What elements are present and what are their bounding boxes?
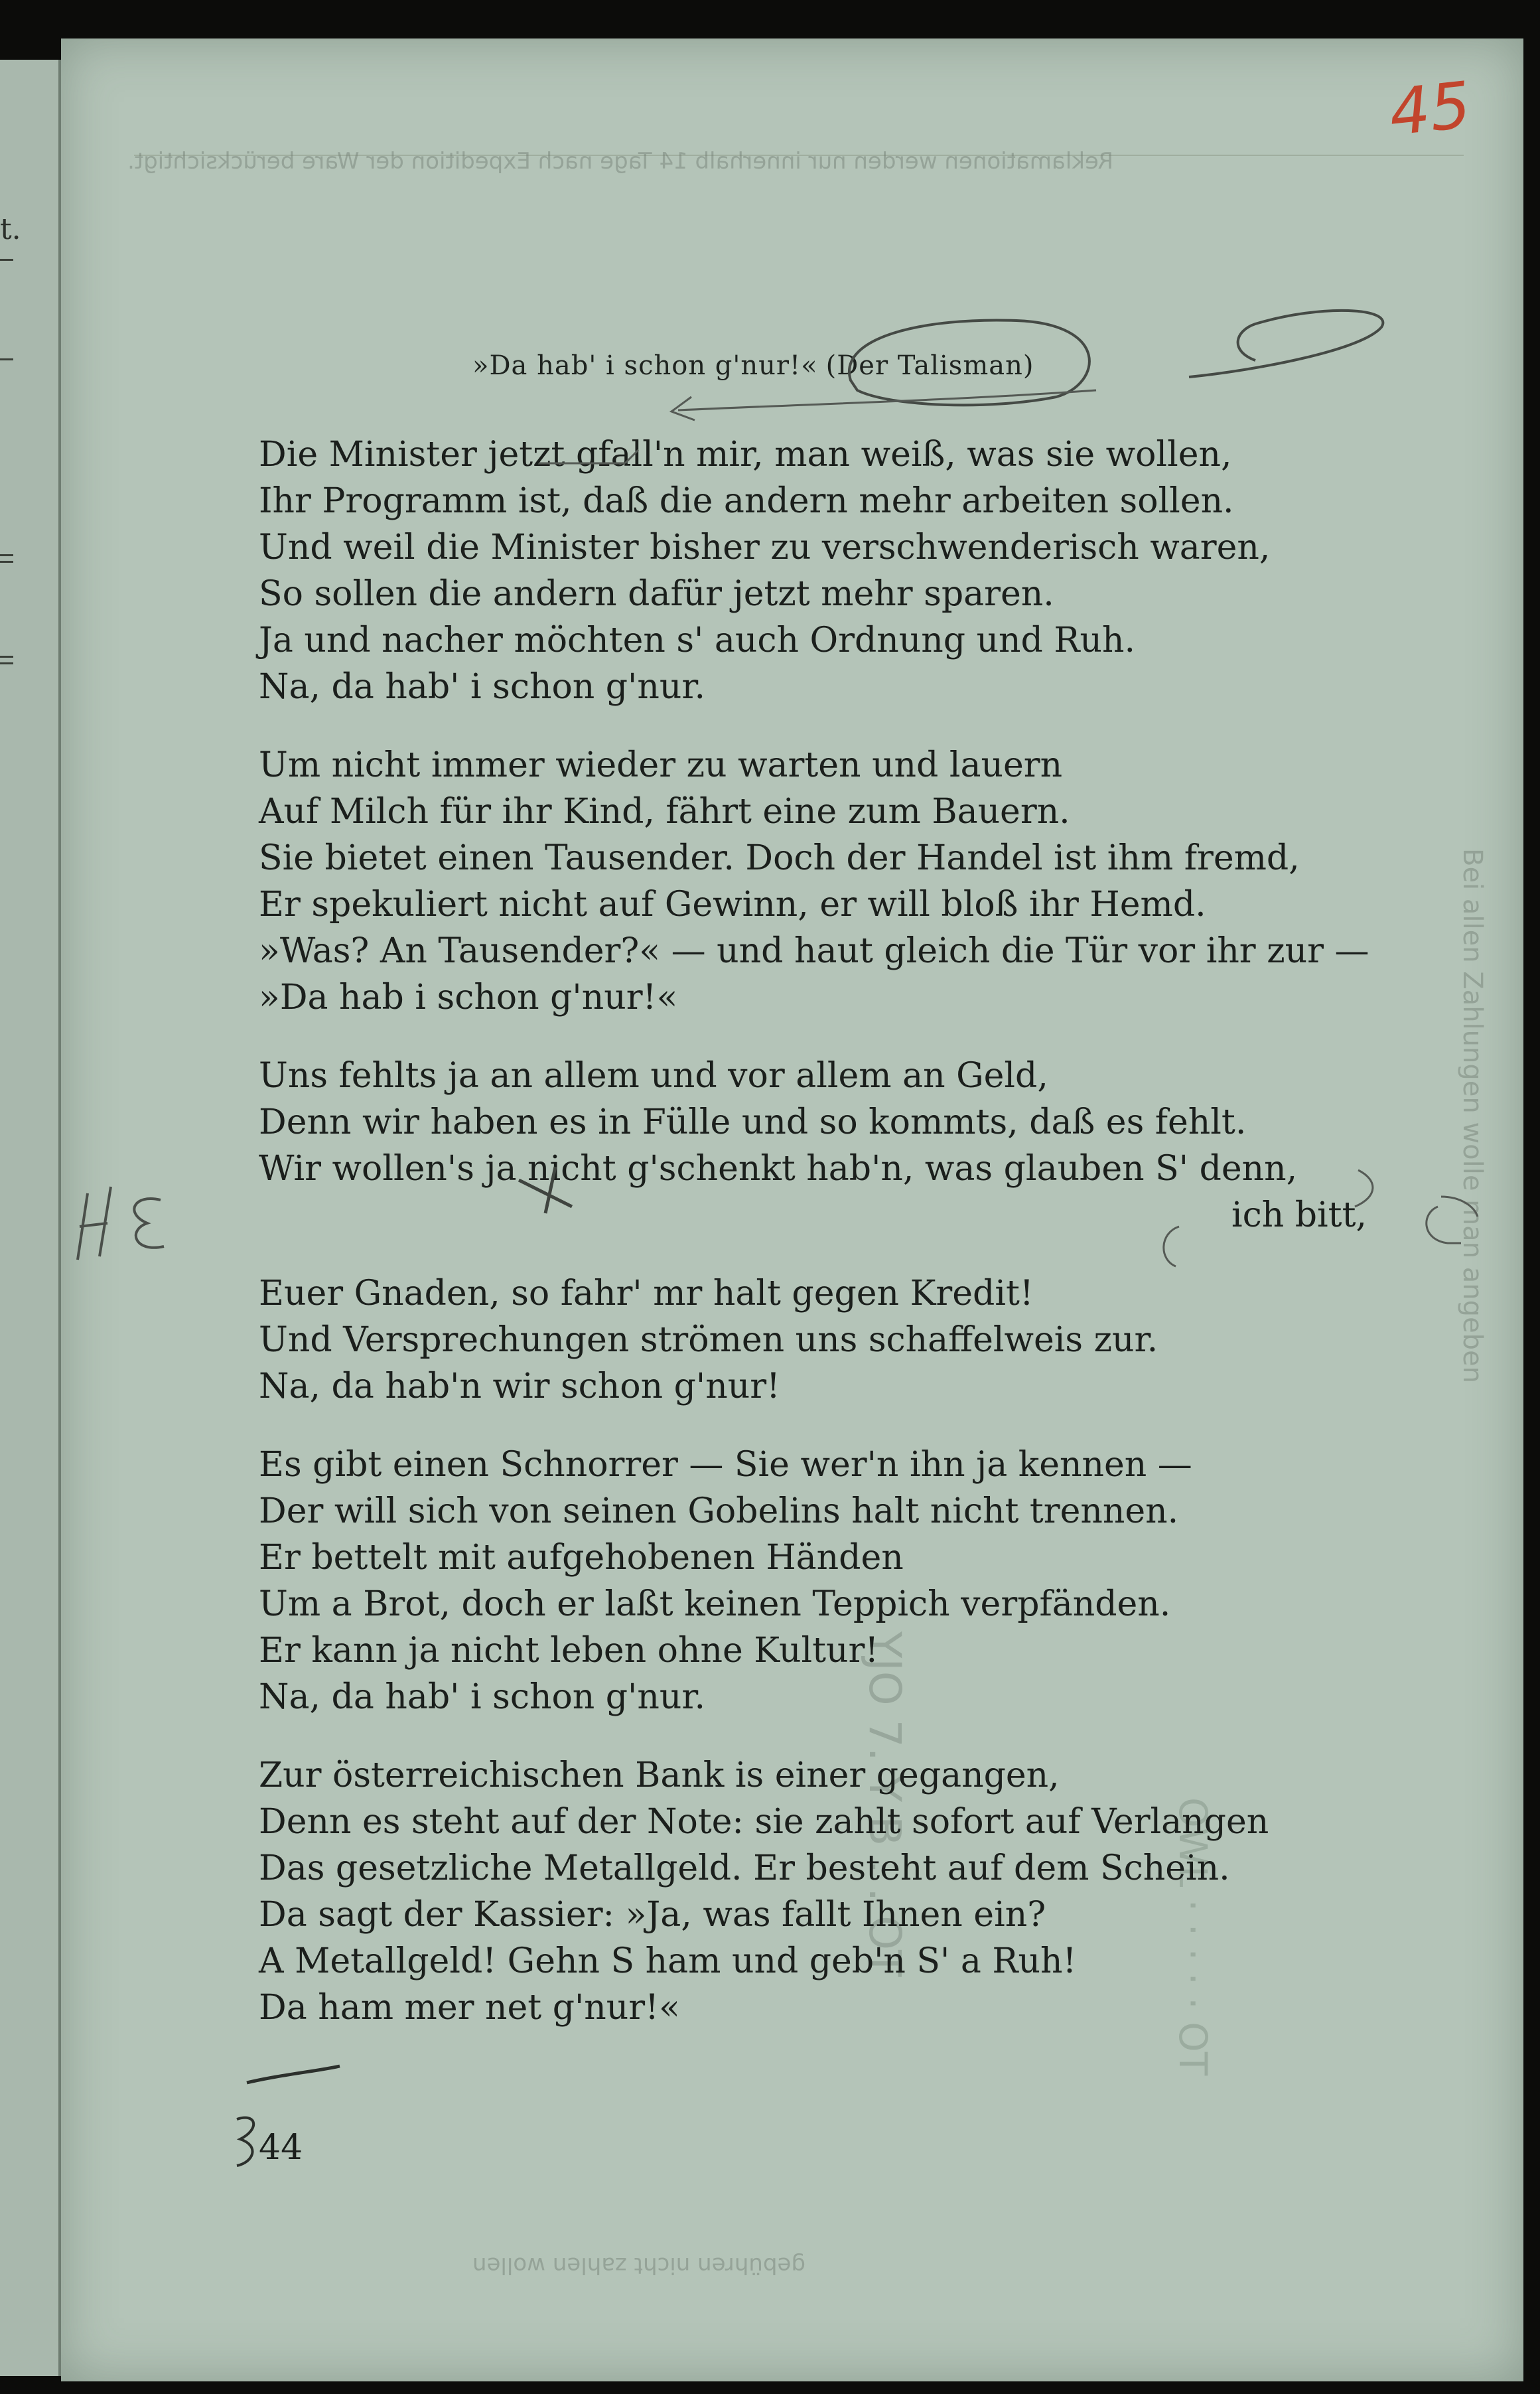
poem-line: Um nicht immer wieder zu warten und lauern xyxy=(259,745,1063,785)
previous-page-edge-text: t. xyxy=(0,212,21,246)
bleed-through-stamp: YJO 7. Y B . . OT xyxy=(859,1631,910,1977)
poem-line: Ja und nacher möchten s' auch Ordnung und Ruh. xyxy=(259,621,1136,660)
poem-line: Auf Milch für ihr Kind, fährt eine zum Bauern. xyxy=(259,792,1070,832)
pencil-strike-mark xyxy=(519,1167,572,1213)
poem-line: Ihr Programm ist, daß die andern mehr arbeiten sollen. xyxy=(259,481,1234,521)
poem-line: Sie bietet einen Tausender. Doch der Handel ist ihm fremd, xyxy=(259,838,1300,878)
pencil-arrow-head xyxy=(671,397,695,420)
poem-line-continuation: ich bitt, xyxy=(1231,1195,1367,1235)
poem-line: Er bettelt mit aufgehobenen Händen xyxy=(259,1538,904,1578)
previous-page-rule xyxy=(0,662,13,664)
pencil-bracket-mark xyxy=(1355,1170,1373,1207)
bleed-through-bottom: gebühren nicht zahlen wollen xyxy=(472,2252,805,2279)
poem-line: »Da hab i schon g'nur!« xyxy=(259,978,678,1017)
folio-number: 45 xyxy=(1385,67,1474,151)
previous-page-rule xyxy=(0,358,13,360)
document-page xyxy=(61,38,1523,2381)
poem-line: A Metallgeld! Gehn S ham und geb'n S' a Ruh! xyxy=(259,1941,1077,1981)
previous-page-rule xyxy=(0,561,13,563)
poem-line: Denn wir haben es in Fülle und so kommts, daß es fehlt. xyxy=(259,1102,1247,1142)
poem-line: Das gesetzliche Metallgeld. Er besteht auf dem Schein. xyxy=(259,1848,1230,1888)
poem-line: Die Minister jetzt gfall'n mir, man weiß, was sie wollen, xyxy=(259,435,1232,475)
previous-page-rule xyxy=(0,656,13,658)
poem-line: Da ham mer net g'nur!« xyxy=(259,1988,680,2028)
pencil-caret-mark xyxy=(539,450,638,463)
pencil-margin-mark xyxy=(1427,1197,1478,1243)
page-number: 44 xyxy=(259,2128,303,2168)
poem-line: Er kann ja nicht leben ohne Kultur! xyxy=(259,1631,879,1671)
bleed-through-stamp: OWL · · · · · OT xyxy=(1170,1797,1216,2076)
previous-page-rule xyxy=(0,259,13,261)
poem-line: Na, da hab'n wir schon g'nur! xyxy=(259,1367,780,1406)
poem-line: Na, da hab' i schon g'nur. xyxy=(259,667,706,707)
poem-line: Der will sich von seinen Gobelins halt nicht trennen. xyxy=(259,1491,1179,1531)
poem-line: Zur österreichischen Bank is einer gegangen, xyxy=(259,1756,1060,1795)
pencil-annotations xyxy=(61,38,1523,2381)
pencil-correction-mark xyxy=(247,2066,340,2083)
poem-line: Na, da hab' i schon g'nur. xyxy=(259,1677,706,1717)
poem-subtitle: (Der Talisman) xyxy=(825,350,1034,381)
pencil-bracket-mark xyxy=(1164,1227,1179,1266)
poem-line: Um a Brot, doch er laßt keinen Teppich verpfänden. xyxy=(259,1584,1171,1624)
poem-line: Und Versprechungen strömen uns schaffelweis zur. xyxy=(259,1320,1158,1360)
poem-line: Uns fehlts ja an allem und vor allem an Geld, xyxy=(259,1056,1048,1096)
pencil-correction-mark xyxy=(237,2118,253,2166)
bleed-through-top: Reklamationen werden nur innerhalb 14 Tage nach Expedition der Ware berücksichtigt. xyxy=(127,148,1113,175)
bleed-through-side: Bei allen Zahlungen wolle man angeben xyxy=(1457,848,1488,1383)
previous-page-edge xyxy=(0,60,62,2376)
poem-line: »Was? An Tausender?« — und haut gleich die Tür vor ihr zur — xyxy=(259,931,1369,971)
poem-line: Wir wollen's ja nicht g'schenkt hab'n, was glauben S' denn, xyxy=(259,1149,1298,1189)
poem-line: Euer Gnaden, so fahr' mr halt gegen Kredit! xyxy=(259,1274,1034,1313)
poem-title: »Da hab' i schon g'nur!« xyxy=(472,350,818,381)
poem-line: Er spekuliert nicht auf Gewinn, er will bloß ihr Hemd. xyxy=(259,885,1206,925)
pencil-loop-mark xyxy=(1189,311,1383,377)
previous-page-rule xyxy=(0,554,13,556)
poem-line: Denn es steht auf der Note: sie zahlt sofort auf Verlangen xyxy=(259,1802,1269,1842)
poem-line: Da sagt der Kassier: »Ja, was fallt Ihnen ein? xyxy=(259,1895,1046,1935)
poem-line: So sollen die andern dafür jetzt mehr sparen. xyxy=(259,574,1054,614)
poem-line: Und weil die Minister bisher zu verschwenderisch waren, xyxy=(259,528,1271,567)
pencil-margin-mark xyxy=(78,1187,164,1260)
poem-line: Es gibt einen Schnorrer — Sie wer'n ihn ja kennen — xyxy=(259,1445,1192,1485)
